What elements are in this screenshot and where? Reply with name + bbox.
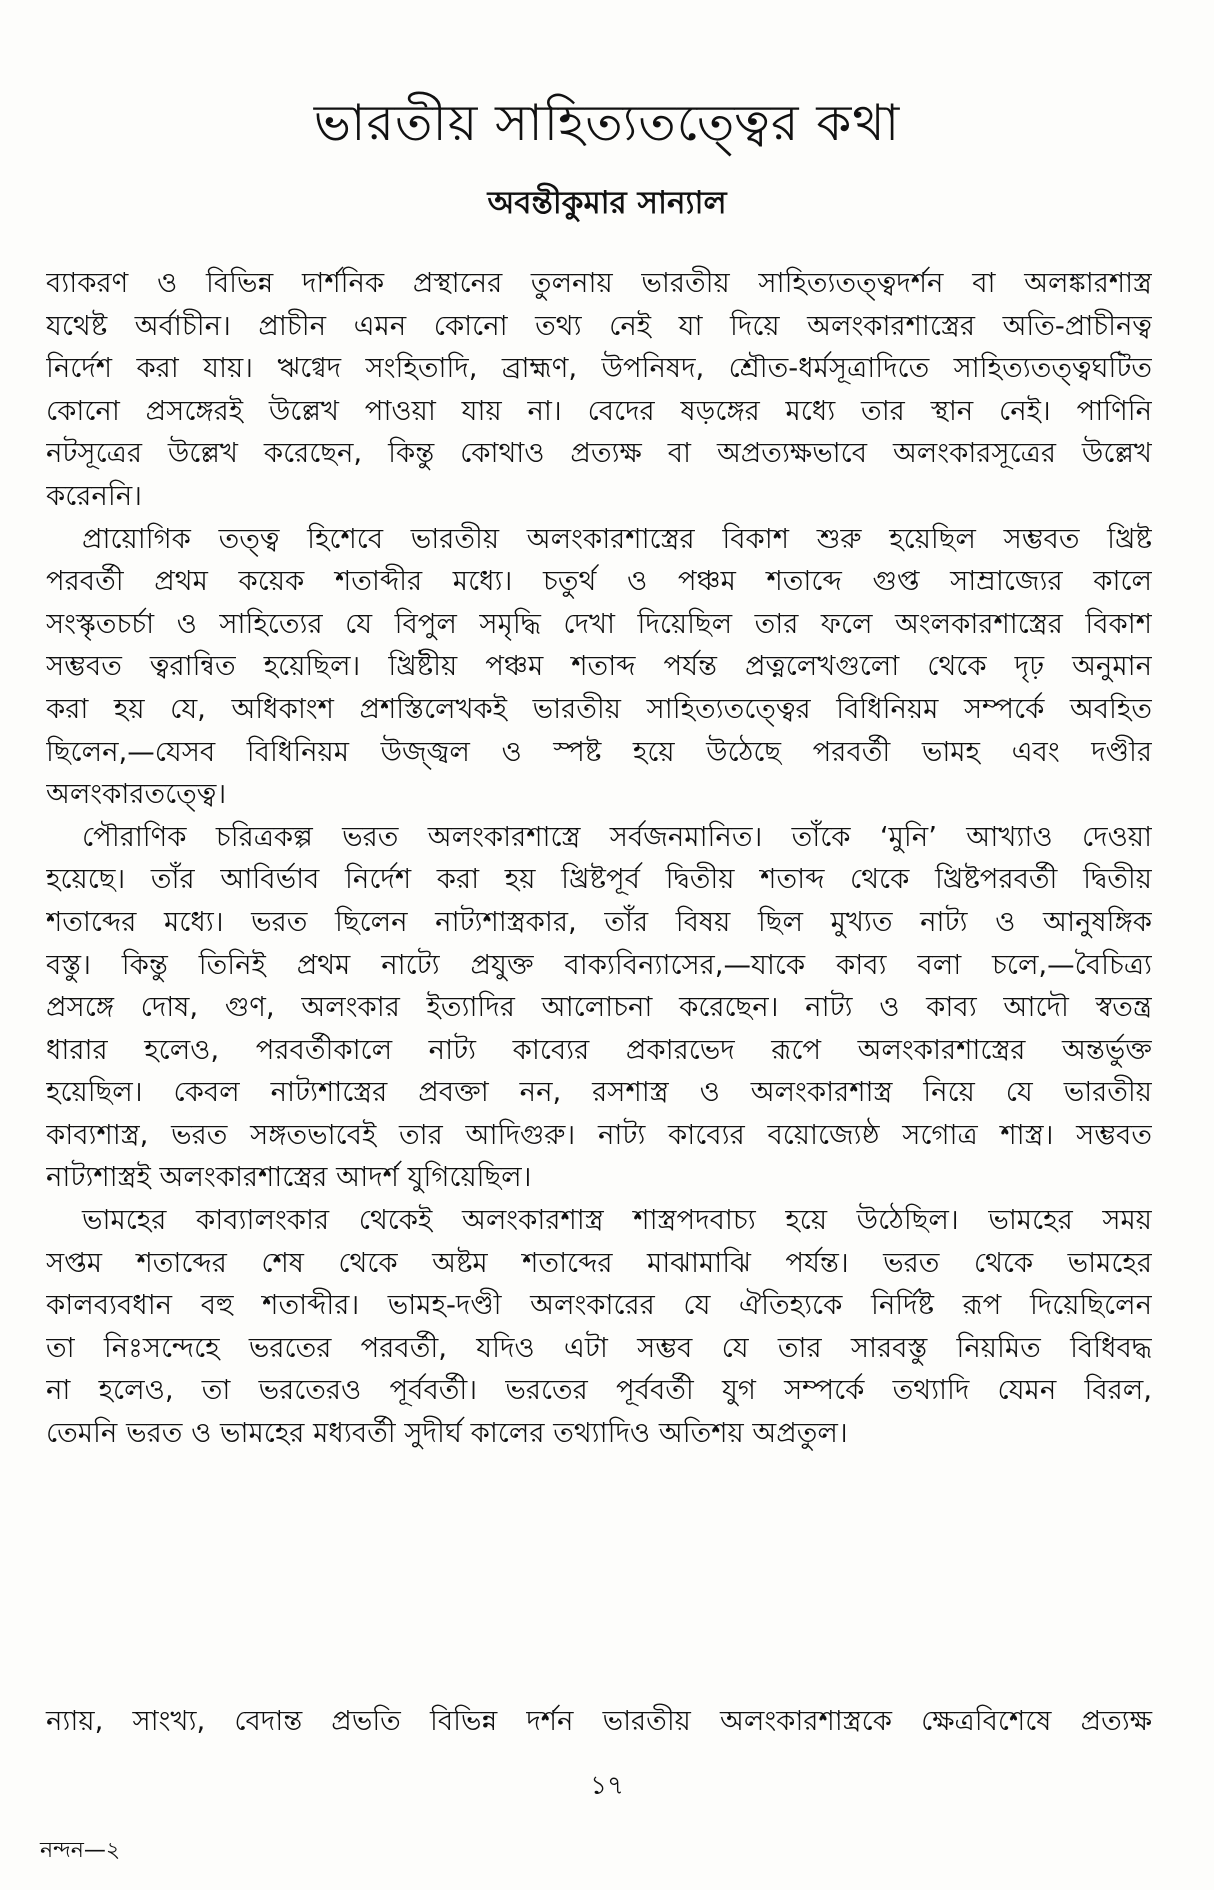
- paragraph-1: [46, 262, 1152, 518]
- text-line: অলংকারতত্ত্বে।: [46, 778, 227, 811]
- signature-mark: নন্দন—২: [40, 1838, 121, 1863]
- text-line: হয়েছে। তাঁর আবির্ভাব নির্দেশ করা হয় খ্রিষ্টপূর্ব দ্বিতীয় শতাব্দ থেকে খ্রিষ্টপরবর্তী দ্বিতীয়: [46, 863, 1152, 896]
- text-line: সপ্তম শতাব্দের শেষ থেকে অষ্টম শতাব্দের মাঝামাঝি পর্যন্ত। ভরত থেকে ভামহের: [46, 1246, 1152, 1279]
- text-line: কোনো প্রসঙ্গেরই উল্লেখ পাওয়া যায় না। বেদের ষড়ঙ্গের মধ্যে তার স্থান নেই। পাণিনি: [46, 394, 1152, 427]
- text-line: না হলেও, তা ভরতেরও পূর্ববর্তী। ভরতের পূর্ববর্তী যুগ সম্পর্কে তথ্যাদি যেমন বিরল,: [46, 1374, 1152, 1407]
- text-line: শতাব্দের মধ্যে। ভরত ছিলেন নাট্যশাস্ত্রকার, তাঁর বিষয় ছিল মুখ্যত নাট্য ও আনুষঙ্গিক: [46, 905, 1152, 938]
- text-line: যথেষ্ট অর্বাচীন। প্রাচীন এমন কোনো তথ্য নেই যা দিয়ে অলংকারশাস্ত্রের অতি-প্রাচীনত্ব: [46, 309, 1152, 342]
- page-title: ভারতীয় সাহিত্যতত্ত্বের কথা: [313, 94, 901, 152]
- text-line: কালব্যবধান বহু শতাব্দীর। ভামহ-দণ্ডী অলংকারের যে ঐতিহ্যকে নির্দিষ্ট রূপ দিয়েছিলেন: [46, 1289, 1152, 1322]
- footnote: ন্যায়, সাংখ্য, বেদান্ত প্রভতি বিভিন্ন দর্শন ভারতীয় অলংকারশাস্ত্রকে ক্ষেত্রবিশেষে প্রত্যক্ষ: [46, 1705, 1152, 1737]
- paragraph-2: [46, 518, 1152, 816]
- text-line: প্রসঙ্গে দোষ, গুণ, অলংকার ইত্যাদির আলোচনা করেছেন। নাট্য ও কাব্য আদৌ স্বতন্ত্র: [46, 991, 1152, 1024]
- text-line: ব্যাকরণ ও বিভিন্ন দার্শনিক প্রস্থানের তুলনায় ভারতীয় সাহিত্যতত্ত্বদর্শন বা অলঙ্কারশাস্ত্র: [46, 267, 1152, 299]
- text-line: ছিলেন,—যেসব বিধিনিয়ম উজ্জ্বল ও স্পষ্ট হয়ে উঠেছে পরবর্তী ভামহ এবং দণ্ডীর: [46, 735, 1152, 768]
- text-line: নির্দেশ করা যায়। ঋগ্বেদ সংহিতাদি, ব্রাহ্মণ, উপনিষদ, শ্রৌত-ধর্মসূত্রাদিতে সাহিত্যতত্ত্বঘটিত: [46, 352, 1152, 385]
- text-line: তা নিঃসন্দেহে ভরতের পরবর্তী, যদিও এটা সম্ভব যে তার সারবস্তু নিয়মিত বিধিবদ্ধ: [46, 1331, 1152, 1364]
- paragraph-4: [46, 1199, 1152, 1455]
- text-line: পৌরাণিক চরিত্রকল্প ভরত অলংকারশাস্ত্রে সর্বজনমানিত। তাঁকে ‘মুনি’ আখ্যাও দেওয়া: [82, 820, 1152, 853]
- paragraph-3: [46, 816, 1152, 1199]
- author-name: অবন্তীকুমার সান্যাল: [487, 185, 727, 221]
- article-body: [46, 262, 1152, 1455]
- text-line: ভামহের কাব্যালংকার থেকেই অলংকারশাস্ত্র শাস্ত্রপদবাচ্য হয়ে উঠেছিল। ভামহের সময়: [82, 1204, 1152, 1237]
- text-line: পরবর্তী প্রথম কয়েক শতাব্দীর মধ্যে। চতুর্থ ও পঞ্চম শতাব্দে গুপ্ত সাম্রাজ্যের কালে: [46, 565, 1152, 598]
- text-line: করা হয় যে, অধিকাংশ প্রশস্তিলেখকই ভারতীয় সাহিত্যতত্ত্বের বিধিনিয়ম সম্পর্কে অবহিত: [46, 692, 1152, 725]
- text-line: সংস্কৃতচর্চা ও সাহিত্যের যে বিপুল সমৃদ্ধি দেখা দিয়েছিল তার ফলে অংলকারশাস্ত্রের বিকাশ: [46, 607, 1152, 640]
- text-line: নটসূত্রের উল্লেখ করেছেন, কিন্তু কোথাও প্রত্যক্ষ বা অপ্রত্যক্ষভাবে অলংকারসূত্রের উল্লেখ: [46, 437, 1152, 470]
- text-line: কাব্যশাস্ত্র, ভরত সঙ্গতভাবেই তার আদিগুরু। নাট্য কাব্যের বয়োজ্যেষ্ঠ সগোত্র শাস্ত্র। সম্ভবত: [46, 1118, 1152, 1151]
- text-line: নাট্যশাস্ত্রই অলংকারশাস্ত্রের আদর্শ যুগিয়েছিল।: [46, 1161, 532, 1194]
- text-line: প্রায়োগিক তত্ত্ব হিশেবে ভারতীয় অলংকারশাস্ত্রের বিকাশ শুরু হয়েছিল সম্ভবত খ্রিষ্ট: [82, 522, 1152, 555]
- text-line: ধারার হলেও, পরবর্তীকালে নাট্য কাব্যের প্রকারভেদ রূপে অলংকারশাস্ত্রের অন্তর্ভুক্ত: [46, 1033, 1152, 1066]
- text-line: বস্তু। কিন্তু তিনিই প্রথম নাট্যে প্রযুক্ত বাক্যবিন্যাসের,—যাকে কাব্য বলা চলে,—বৈচিত্র্য: [46, 948, 1152, 981]
- text-line: তেমনি ভরত ও ভামহের মধ্যবর্তী সুদীর্ঘ কালের তথ্যাদিও অতিশয় অপ্রতুল।: [46, 1417, 848, 1450]
- text-line: হয়েছিল। কেবল নাট্যশাস্ত্রের প্রবক্তা নন, রসশাস্ত্র ও অলংকারশাস্ত্র নিয়ে যে ভারতীয়: [46, 1076, 1152, 1109]
- text-line: করেননি।: [46, 479, 142, 512]
- page-number: ১৭: [590, 1771, 624, 1801]
- text-line: সম্ভবত ত্বরান্বিত হয়েছিল। খ্রিষ্টীয় পঞ্চম শতাব্দ পর্যন্ত প্রত্নলেখগুলো থেকে দৃঢ় অনুমান: [46, 650, 1152, 683]
